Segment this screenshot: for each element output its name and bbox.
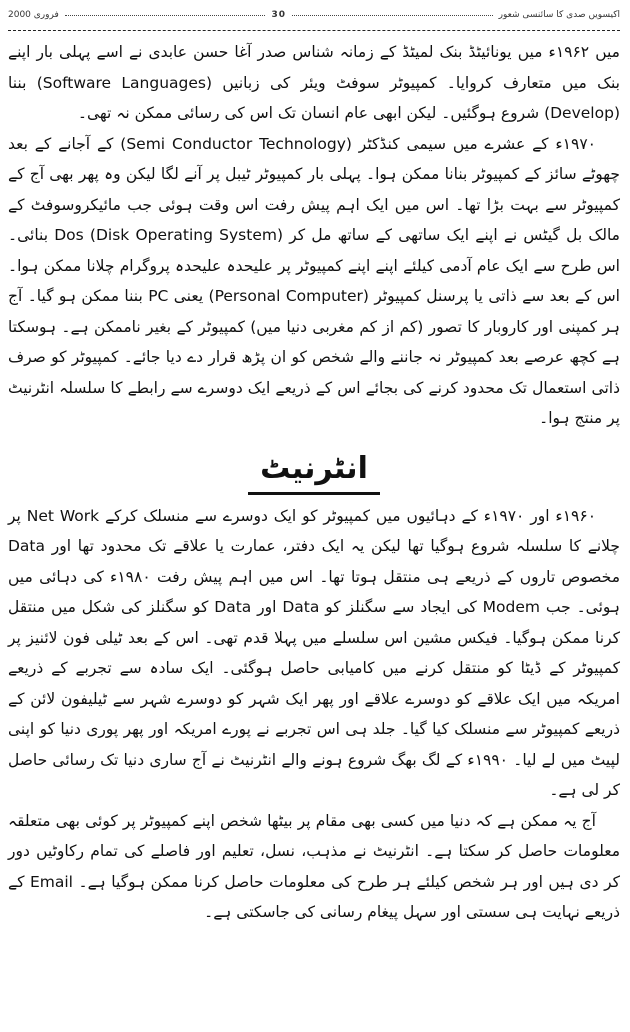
paragraph: ۱۹۷۰ء کے عشرے میں سیمی کنڈکٹر (Semi Conductor Technology) کے آجانے کے بعد چھوٹے سائز کے کمپیوٹر بنانا ممکن ہوا۔ پہلی بار کمپیوٹر ٹیبل پر آنے لگا لیکن وہ پھر بھی آج کے کمپیوٹر سے بہت بڑا تھا۔ اس میں ایک اہم پیش رفت اس وقت ہوئی جب مائیکروسوفٹ کے مالک بل گیٹس نے اپنے ایک ساتھی کے ساتھ مل کر Dos (Disk Operating System) بنائی۔ اس طرح سے ایک عام آدمی کیلئے اپنے اپنے کمپیوٹر پر علیحدہ علیحدہ پروگرام چلانا ممکن ہوا۔ اس کے بعد سے ذاتی یا پرسنل کمپیوٹر (Personal Computer) یعنی PC بننا ممکن ہو گیا۔ آج ہر کمپنی اور کاروبار کا تصور (کم از کم مغربی دنیا میں) کمپیوٹر کے بغیر ناممکن ہے۔ ہوسکتا ہے کچھ عرصے بعد کمپیوٹر نہ جاننے والے شخص کو ان پڑھ قرار دے دیا جائے۔ کمپیوٹر کو صرف ذاتی استعمال تک محدود کرنے کی بجائے اس کے ذریعے ایک دوسرے سے رابطے کا سلسلہ انٹرنیٹ پر منتج ہوا۔ xyxy=(8,134,620,427)
header-date: 2000 فروری xyxy=(8,10,59,20)
section-heading-wrap xyxy=(8,448,620,495)
header-title: اکیسویں صدی کا سائنسی شعور xyxy=(498,10,620,20)
paragraph: آج یہ ممکن ہے کہ دنیا میں کسی بھی مقام پر بیٹھا شخص اپنے کمپیوٹر پر کوئی بھی متعلقہ معلومات حاصل کر سکتا ہے۔ انٹرنیٹ نے مذہب، نسل، تعلیم اور فاصلے کی تمام رکاوٹیں دور کر دی ہیں اور ہر شخص کیلئے ہر طرح کی معلومات حاصل کرنا ممکن ہوگیا ہے۔ Email کے ذریعے نہایت ہی سستی اور سہل پیغام رسانی کی جاسکتی ہے۔ xyxy=(8,811,620,921)
section-internet xyxy=(8,501,620,928)
article-body xyxy=(8,31,620,928)
section-heading: انٹرنیٹ xyxy=(248,448,380,495)
section-intro xyxy=(8,37,620,434)
paragraph: میں ۱۹۶۲ء میں یونائیٹڈ بنک لمیٹڈ کے زمانہ شناس صدر آغا حسن عابدی نے اسے پہلی بار اپنے بنک میں متعارف کروایا۔ کمپیوٹر سوفٹ ویئر کی زبانیں (Software Languages) بننا (Develop) شروع ہوگئیں۔ لیکن ابھی عام انسان تک اس کی رسائی ممکن نہ تھی۔ xyxy=(8,43,620,122)
running-header xyxy=(8,0,620,31)
page-number: 30 xyxy=(271,10,286,20)
header-rule xyxy=(65,15,266,16)
header-rule-2 xyxy=(292,15,493,16)
paragraph: ۱۹۶۰ء اور ۱۹۷۰ء کے دہائیوں میں کمپیوٹر کو ایک دوسرے سے منسلک کرکے Net Work پر چلانے کا سلسلہ شروع ہوگیا تھا لیکن یہ ایک دفتر، عمارت یا علاقے تک محدود تھا اور Data مخصوص تاروں کے ذریعے ہی منتقل ہوتا تھا۔ اس میں اہم پیش رفت ۱۹۸۰ء کی دہائی میں ہوئی۔ جب Modem کی ایجاد سے سگنلز کو Data اور Data کو سگنلز کی شکل میں منتقل کرنا ممکن ہوگیا۔ فیکس مشین اس سلسلے میں پہلا قدم تھی۔ اس کے بعد ٹیلی فون لائنیز پر کمپیوٹر کے ڈیٹا کو منتقل کرنے میں کامیابی حاصل ہوگئی۔ ایک سادہ سے تجربے کے ذریعے امریکہ میں ایک علاقے کو دوسرے علاقے اور پھر ایک شہر کو دوسرے شہر سے ٹیلیفون لائن کے ذریعے کمپیوٹر سے منسلک کیا گیا۔ جلد ہی اس تجربے نے پورے امریکہ اور پھر پوری دنیا کو اپنی لپیٹ میں لے لیا۔ ۱۹۹۰ء کے لگ بھگ شروع ہونے والے انٹرنیٹ نے آج ساری دنیا تک رسائی حاصل کر لی ہے۔ xyxy=(8,506,620,799)
